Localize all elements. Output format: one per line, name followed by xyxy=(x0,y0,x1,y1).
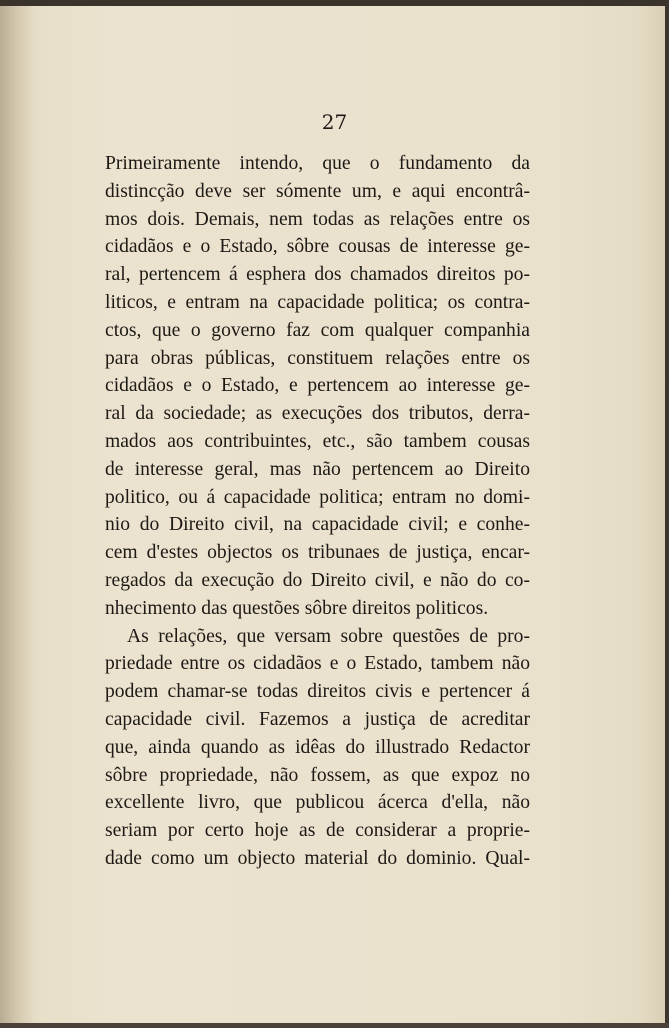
text-line: Primeiramente intendo, que o fundamento da xyxy=(105,153,530,174)
text-line: cem d'estes objectos os tribunaes de justiça, encar- xyxy=(105,542,530,564)
text-line: liticos, e entram na capacidade politica; os contra- xyxy=(105,291,530,313)
text-line: priedade entre os cidadãos e o Estado, tambem não xyxy=(105,653,530,675)
text-line: politico, ou á capacidade politica; entram no domi- xyxy=(105,486,530,508)
text-line: de interesse geral, mas não pertencem ao Direito xyxy=(105,458,530,480)
text-line: nio do Direito civil, na capacidade civil; e conhe- xyxy=(105,514,530,536)
text-line: cidadãos e o Estado, sôbre cousas de interesse ge- xyxy=(105,236,530,258)
page-top-edge xyxy=(0,0,669,6)
text-line: distincção deve ser sómente um, e aqui encontrâ- xyxy=(105,180,530,202)
text-line: ral da sociedade; as execuções dos tributos, derra- xyxy=(105,403,530,425)
text-line: mados aos contribuintes, etc., são tambem cousas xyxy=(105,430,530,452)
text-line: para obras públicas, constituem relações entre os xyxy=(105,347,530,369)
text-line: cidadãos e o Estado, e pertencem ao interesse ge- xyxy=(105,375,530,397)
text-line: mos dois. Demais, nem todas as relações entre os xyxy=(105,208,530,230)
text-line: excellente livro, que publicou ácerca d'ella, não xyxy=(105,792,530,814)
text-line: podem chamar-se todas direitos civis e pertencer á xyxy=(105,681,530,703)
text-line: seriam por certo hoje as de considerar a proprie- xyxy=(105,820,530,842)
page-bottom-edge xyxy=(0,1023,669,1028)
text-line: ctos, que o governo faz com qualquer companhia xyxy=(105,319,530,341)
page-number: 27 xyxy=(321,110,348,134)
body-text xyxy=(105,150,530,873)
text-line: dade como um objecto material do dominio. Qual- xyxy=(105,847,530,869)
text-line: que, ainda quando as idêas do illustrado Redactor xyxy=(105,736,530,758)
text-line: As relações, que versam sobre questões de pro- xyxy=(127,625,530,647)
page-right-edge xyxy=(665,0,669,1028)
text-line: nhecimento das questões sôbre direitos politicos. xyxy=(105,597,489,619)
text-line: sôbre propriedade, não fossem, as que expoz no xyxy=(105,764,530,786)
text-line: regados da execução do Direito civil, e não do co- xyxy=(105,569,530,591)
text-line: capacidade civil. Fazemos a justiça de acreditar xyxy=(105,708,530,730)
book-gutter xyxy=(0,0,32,1028)
text-line: ral, pertencem á esphera dos chamados direitos po- xyxy=(105,264,530,286)
